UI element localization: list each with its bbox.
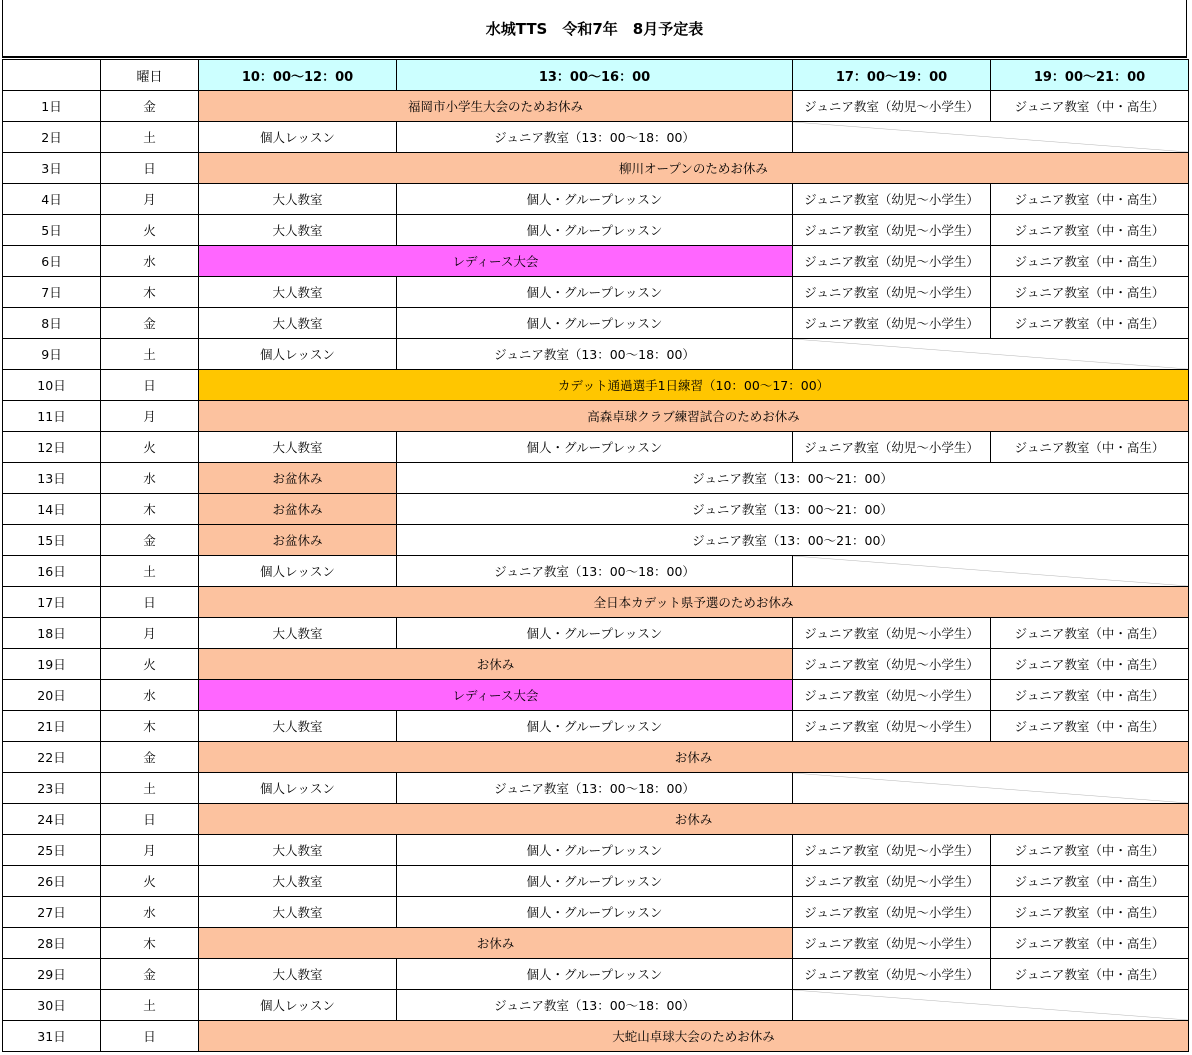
merged-full-day-cell: 大蛇山卓球大会のためお休み <box>199 1021 1189 1052</box>
weekday-cell: 木 <box>101 928 199 959</box>
slot-4-cell: ジュニア教室（中・高生） <box>991 959 1189 990</box>
slot-2-cell: ジュニア教室（13：00～18：00） <box>397 773 793 804</box>
weekday-cell: 金 <box>101 959 199 990</box>
slot-3-cell: ジュニア教室（幼児～小学生） <box>793 680 991 711</box>
date-cell: 6日 <box>3 246 101 277</box>
date-cell: 24日 <box>3 804 101 835</box>
slot-4-cell: ジュニア教室（中・高生） <box>991 184 1189 215</box>
slot-1-cell: 個人レッスン <box>199 556 397 587</box>
diagonal-slash-line <box>793 339 1188 369</box>
slot-3-cell: ジュニア教室（幼児～小学生） <box>793 308 991 339</box>
merged-full-day-cell: お休み <box>199 804 1189 835</box>
schedule-table <box>2 59 1189 1052</box>
slot-3-cell: ジュニア教室（幼児～小学生） <box>793 711 991 742</box>
slot-1-cell: 大人教室 <box>199 835 397 866</box>
slot-4-cell: ジュニア教室（中・高生） <box>991 277 1189 308</box>
table-row <box>3 246 1189 277</box>
slot-3-cell: ジュニア教室（幼児～小学生） <box>793 959 991 990</box>
weekday-cell: 日 <box>101 587 199 618</box>
table-row <box>3 866 1189 897</box>
table-row <box>3 494 1189 525</box>
date-cell: 13日 <box>3 463 101 494</box>
slot-3-cell: ジュニア教室（幼児～小学生） <box>793 897 991 928</box>
diagonal-slash-line <box>793 556 1188 586</box>
date-cell: 17日 <box>3 587 101 618</box>
weekday-cell: 月 <box>101 184 199 215</box>
table-row <box>3 122 1189 153</box>
date-cell: 16日 <box>3 556 101 587</box>
page-title: 水城TTS 令和7年 8月予定表 <box>485 20 704 38</box>
header-date <box>3 60 101 91</box>
weekday-cell: 火 <box>101 215 199 246</box>
slot-2-cell: 個人・グループレッスン <box>397 184 793 215</box>
date-cell: 25日 <box>3 835 101 866</box>
slot-2-cell: 個人・グループレッスン <box>397 897 793 928</box>
date-cell: 12日 <box>3 432 101 463</box>
date-cell: 14日 <box>3 494 101 525</box>
slot-3-cell: ジュニア教室（幼児～小学生） <box>793 866 991 897</box>
table-row <box>3 556 1189 587</box>
slot-3-cell: ジュニア教室（幼児～小学生） <box>793 928 991 959</box>
date-cell: 26日 <box>3 866 101 897</box>
slot-2-cell: 個人・グループレッスン <box>397 432 793 463</box>
weekday-cell: 水 <box>101 463 199 494</box>
slot-2-cell: ジュニア教室（13：00～18：00） <box>397 339 793 370</box>
date-cell: 4日 <box>3 184 101 215</box>
date-cell: 7日 <box>3 277 101 308</box>
merged-morning-afternoon-cell: お休み <box>199 928 793 959</box>
slot-2-cell: 個人・グループレッスン <box>397 959 793 990</box>
slot-1-cell: 大人教室 <box>199 308 397 339</box>
weekday-cell: 土 <box>101 773 199 804</box>
empty-slashed-cell <box>793 990 1189 1021</box>
date-cell: 27日 <box>3 897 101 928</box>
weekday-cell: 土 <box>101 122 199 153</box>
date-cell: 8日 <box>3 308 101 339</box>
date-cell: 5日 <box>3 215 101 246</box>
slot-4-cell: ジュニア教室（中・高生） <box>991 618 1189 649</box>
date-cell: 22日 <box>3 742 101 773</box>
slot-2-cell: ジュニア教室（13：00～18：00） <box>397 990 793 1021</box>
slot-2-cell: 個人・グループレッスン <box>397 618 793 649</box>
table-row <box>3 339 1189 370</box>
merged-morning-afternoon-cell: お休み <box>199 649 793 680</box>
slot-4-cell: ジュニア教室（中・高生） <box>991 866 1189 897</box>
table-row <box>3 618 1189 649</box>
merged-morning-afternoon-cell: レディース大会 <box>199 680 793 711</box>
table-row <box>3 990 1189 1021</box>
slot-2-cell: 個人・グループレッスン <box>397 866 793 897</box>
slot-2-cell: 個人・グループレッスン <box>397 711 793 742</box>
table-row <box>3 897 1189 928</box>
weekday-cell: 木 <box>101 277 199 308</box>
slot-1-cell: 個人レッスン <box>199 990 397 1021</box>
slot-4-cell: ジュニア教室（中・高生） <box>991 711 1189 742</box>
weekday-cell: 火 <box>101 866 199 897</box>
header-slot-4: 19：00～21：00 <box>991 60 1189 91</box>
slot-4-cell: ジュニア教室（中・高生） <box>991 649 1189 680</box>
slot-1-cell: 大人教室 <box>199 184 397 215</box>
table-row <box>3 91 1189 122</box>
merged-full-day-cell: カデット通過選手1日練習（10：00～17：00） <box>199 370 1189 401</box>
date-cell: 19日 <box>3 649 101 680</box>
slot-4-cell: ジュニア教室（中・高生） <box>991 680 1189 711</box>
slot-4-cell: ジュニア教室（中・高生） <box>991 246 1189 277</box>
merged-full-day-cell: 柳川オープンのためお休み <box>199 153 1189 184</box>
empty-slashed-cell <box>793 556 1189 587</box>
slot-1-cell: お盆休み <box>199 494 397 525</box>
slot-1-cell: お盆休み <box>199 463 397 494</box>
date-cell: 2日 <box>3 122 101 153</box>
weekday-cell: 金 <box>101 742 199 773</box>
slot-4-cell: ジュニア教室（中・高生） <box>991 215 1189 246</box>
table-row <box>3 928 1189 959</box>
table-row <box>3 649 1189 680</box>
table-row <box>3 184 1189 215</box>
slot-4-cell: ジュニア教室（中・高生） <box>991 432 1189 463</box>
slot-1-cell: 個人レッスン <box>199 339 397 370</box>
table-row <box>3 959 1189 990</box>
date-cell: 15日 <box>3 525 101 556</box>
slot-1-cell: 大人教室 <box>199 277 397 308</box>
merged-afternoon-evening-cell: ジュニア教室（13：00～21：00） <box>397 463 1189 494</box>
weekday-cell: 日 <box>101 153 199 184</box>
table-row <box>3 463 1189 494</box>
table-row <box>3 401 1189 432</box>
slot-1-cell: 個人レッスン <box>199 773 397 804</box>
date-cell: 9日 <box>3 339 101 370</box>
slot-4-cell: ジュニア教室（中・高生） <box>991 835 1189 866</box>
slot-2-cell: 個人・グループレッスン <box>397 277 793 308</box>
slot-3-cell: ジュニア教室（幼児～小学生） <box>793 835 991 866</box>
table-row <box>3 308 1189 339</box>
diagonal-slash-line <box>793 990 1188 1020</box>
table-row <box>3 215 1189 246</box>
header-weekday: 曜日 <box>101 60 199 91</box>
date-cell: 29日 <box>3 959 101 990</box>
slot-3-cell: ジュニア教室（幼児～小学生） <box>793 91 991 122</box>
weekday-cell: 土 <box>101 556 199 587</box>
weekday-cell: 金 <box>101 91 199 122</box>
table-row <box>3 370 1189 401</box>
weekday-cell: 土 <box>101 339 199 370</box>
weekday-cell: 木 <box>101 711 199 742</box>
table-row <box>3 742 1189 773</box>
weekday-cell: 火 <box>101 432 199 463</box>
weekday-cell: 水 <box>101 246 199 277</box>
weekday-cell: 月 <box>101 618 199 649</box>
merged-full-day-cell: お休み <box>199 742 1189 773</box>
slot-1-cell: 大人教室 <box>199 618 397 649</box>
date-cell: 21日 <box>3 711 101 742</box>
merged-morning-afternoon-cell: 福岡市小学生大会のためお休み <box>199 91 793 122</box>
slot-3-cell: ジュニア教室（幼児～小学生） <box>793 432 991 463</box>
slot-2-cell: ジュニア教室（13：00～18：00） <box>397 122 793 153</box>
weekday-cell: 日 <box>101 804 199 835</box>
table-row <box>3 773 1189 804</box>
merged-full-day-cell: 高森卓球クラブ練習試合のためお休み <box>199 401 1189 432</box>
slot-1-cell: お盆休み <box>199 525 397 556</box>
title-area <box>2 0 1187 58</box>
slot-3-cell: ジュニア教室（幼児～小学生） <box>793 649 991 680</box>
slot-1-cell: 大人教室 <box>199 432 397 463</box>
slot-1-cell: 大人教室 <box>199 711 397 742</box>
date-cell: 1日 <box>3 91 101 122</box>
table-row <box>3 153 1189 184</box>
slot-3-cell: ジュニア教室（幼児～小学生） <box>793 618 991 649</box>
weekday-cell: 日 <box>101 370 199 401</box>
weekday-cell: 土 <box>101 990 199 1021</box>
date-cell: 31日 <box>3 1021 101 1052</box>
slot-3-cell: ジュニア教室（幼児～小学生） <box>793 215 991 246</box>
date-cell: 3日 <box>3 153 101 184</box>
slot-1-cell: 大人教室 <box>199 866 397 897</box>
weekday-cell: 金 <box>101 308 199 339</box>
date-cell: 20日 <box>3 680 101 711</box>
diagonal-slash-line <box>793 773 1188 803</box>
header-slot-3: 17：00～19：00 <box>793 60 991 91</box>
weekday-cell: 日 <box>101 1021 199 1052</box>
merged-full-day-cell: 全日本カデット県予選のためお休み <box>199 587 1189 618</box>
slot-1-cell: 大人教室 <box>199 959 397 990</box>
merged-afternoon-evening-cell: ジュニア教室（13：00～21：00） <box>397 525 1189 556</box>
weekday-cell: 木 <box>101 494 199 525</box>
date-cell: 18日 <box>3 618 101 649</box>
weekday-cell: 水 <box>101 897 199 928</box>
slot-3-cell: ジュニア教室（幼児～小学生） <box>793 184 991 215</box>
table-row <box>3 804 1189 835</box>
slot-2-cell: ジュニア教室（13：00～18：00） <box>397 556 793 587</box>
table-row <box>3 587 1189 618</box>
header-row <box>3 60 1189 91</box>
weekday-cell: 月 <box>101 835 199 866</box>
weekday-cell: 水 <box>101 680 199 711</box>
date-cell: 28日 <box>3 928 101 959</box>
slot-3-cell: ジュニア教室（幼児～小学生） <box>793 246 991 277</box>
slot-4-cell: ジュニア教室（中・高生） <box>991 91 1189 122</box>
date-cell: 10日 <box>3 370 101 401</box>
weekday-cell: 金 <box>101 525 199 556</box>
table-row <box>3 1021 1189 1052</box>
empty-slashed-cell <box>793 122 1189 153</box>
diagonal-slash-line <box>793 122 1188 152</box>
slot-4-cell: ジュニア教室（中・高生） <box>991 928 1189 959</box>
date-cell: 30日 <box>3 990 101 1021</box>
slot-1-cell: 個人レッスン <box>199 122 397 153</box>
slot-3-cell: ジュニア教室（幼児～小学生） <box>793 277 991 308</box>
header-slot-1: 10：00～12：00 <box>199 60 397 91</box>
table-row <box>3 680 1189 711</box>
weekday-cell: 火 <box>101 649 199 680</box>
empty-slashed-cell <box>793 773 1189 804</box>
slot-4-cell: ジュニア教室（中・高生） <box>991 897 1189 928</box>
merged-morning-afternoon-cell: レディース大会 <box>199 246 793 277</box>
slot-2-cell: 個人・グループレッスン <box>397 835 793 866</box>
slot-2-cell: 個人・グループレッスン <box>397 308 793 339</box>
weekday-cell: 月 <box>101 401 199 432</box>
table-row <box>3 277 1189 308</box>
table-row <box>3 432 1189 463</box>
table-row <box>3 525 1189 556</box>
date-cell: 11日 <box>3 401 101 432</box>
empty-slashed-cell <box>793 339 1189 370</box>
slot-1-cell: 大人教室 <box>199 215 397 246</box>
slot-2-cell: 個人・グループレッスン <box>397 215 793 246</box>
header-slot-2: 13：00～16：00 <box>397 60 793 91</box>
date-cell: 23日 <box>3 773 101 804</box>
slot-1-cell: 大人教室 <box>199 897 397 928</box>
merged-afternoon-evening-cell: ジュニア教室（13：00～21：00） <box>397 494 1189 525</box>
table-row <box>3 711 1189 742</box>
slot-4-cell: ジュニア教室（中・高生） <box>991 308 1189 339</box>
table-row <box>3 835 1189 866</box>
